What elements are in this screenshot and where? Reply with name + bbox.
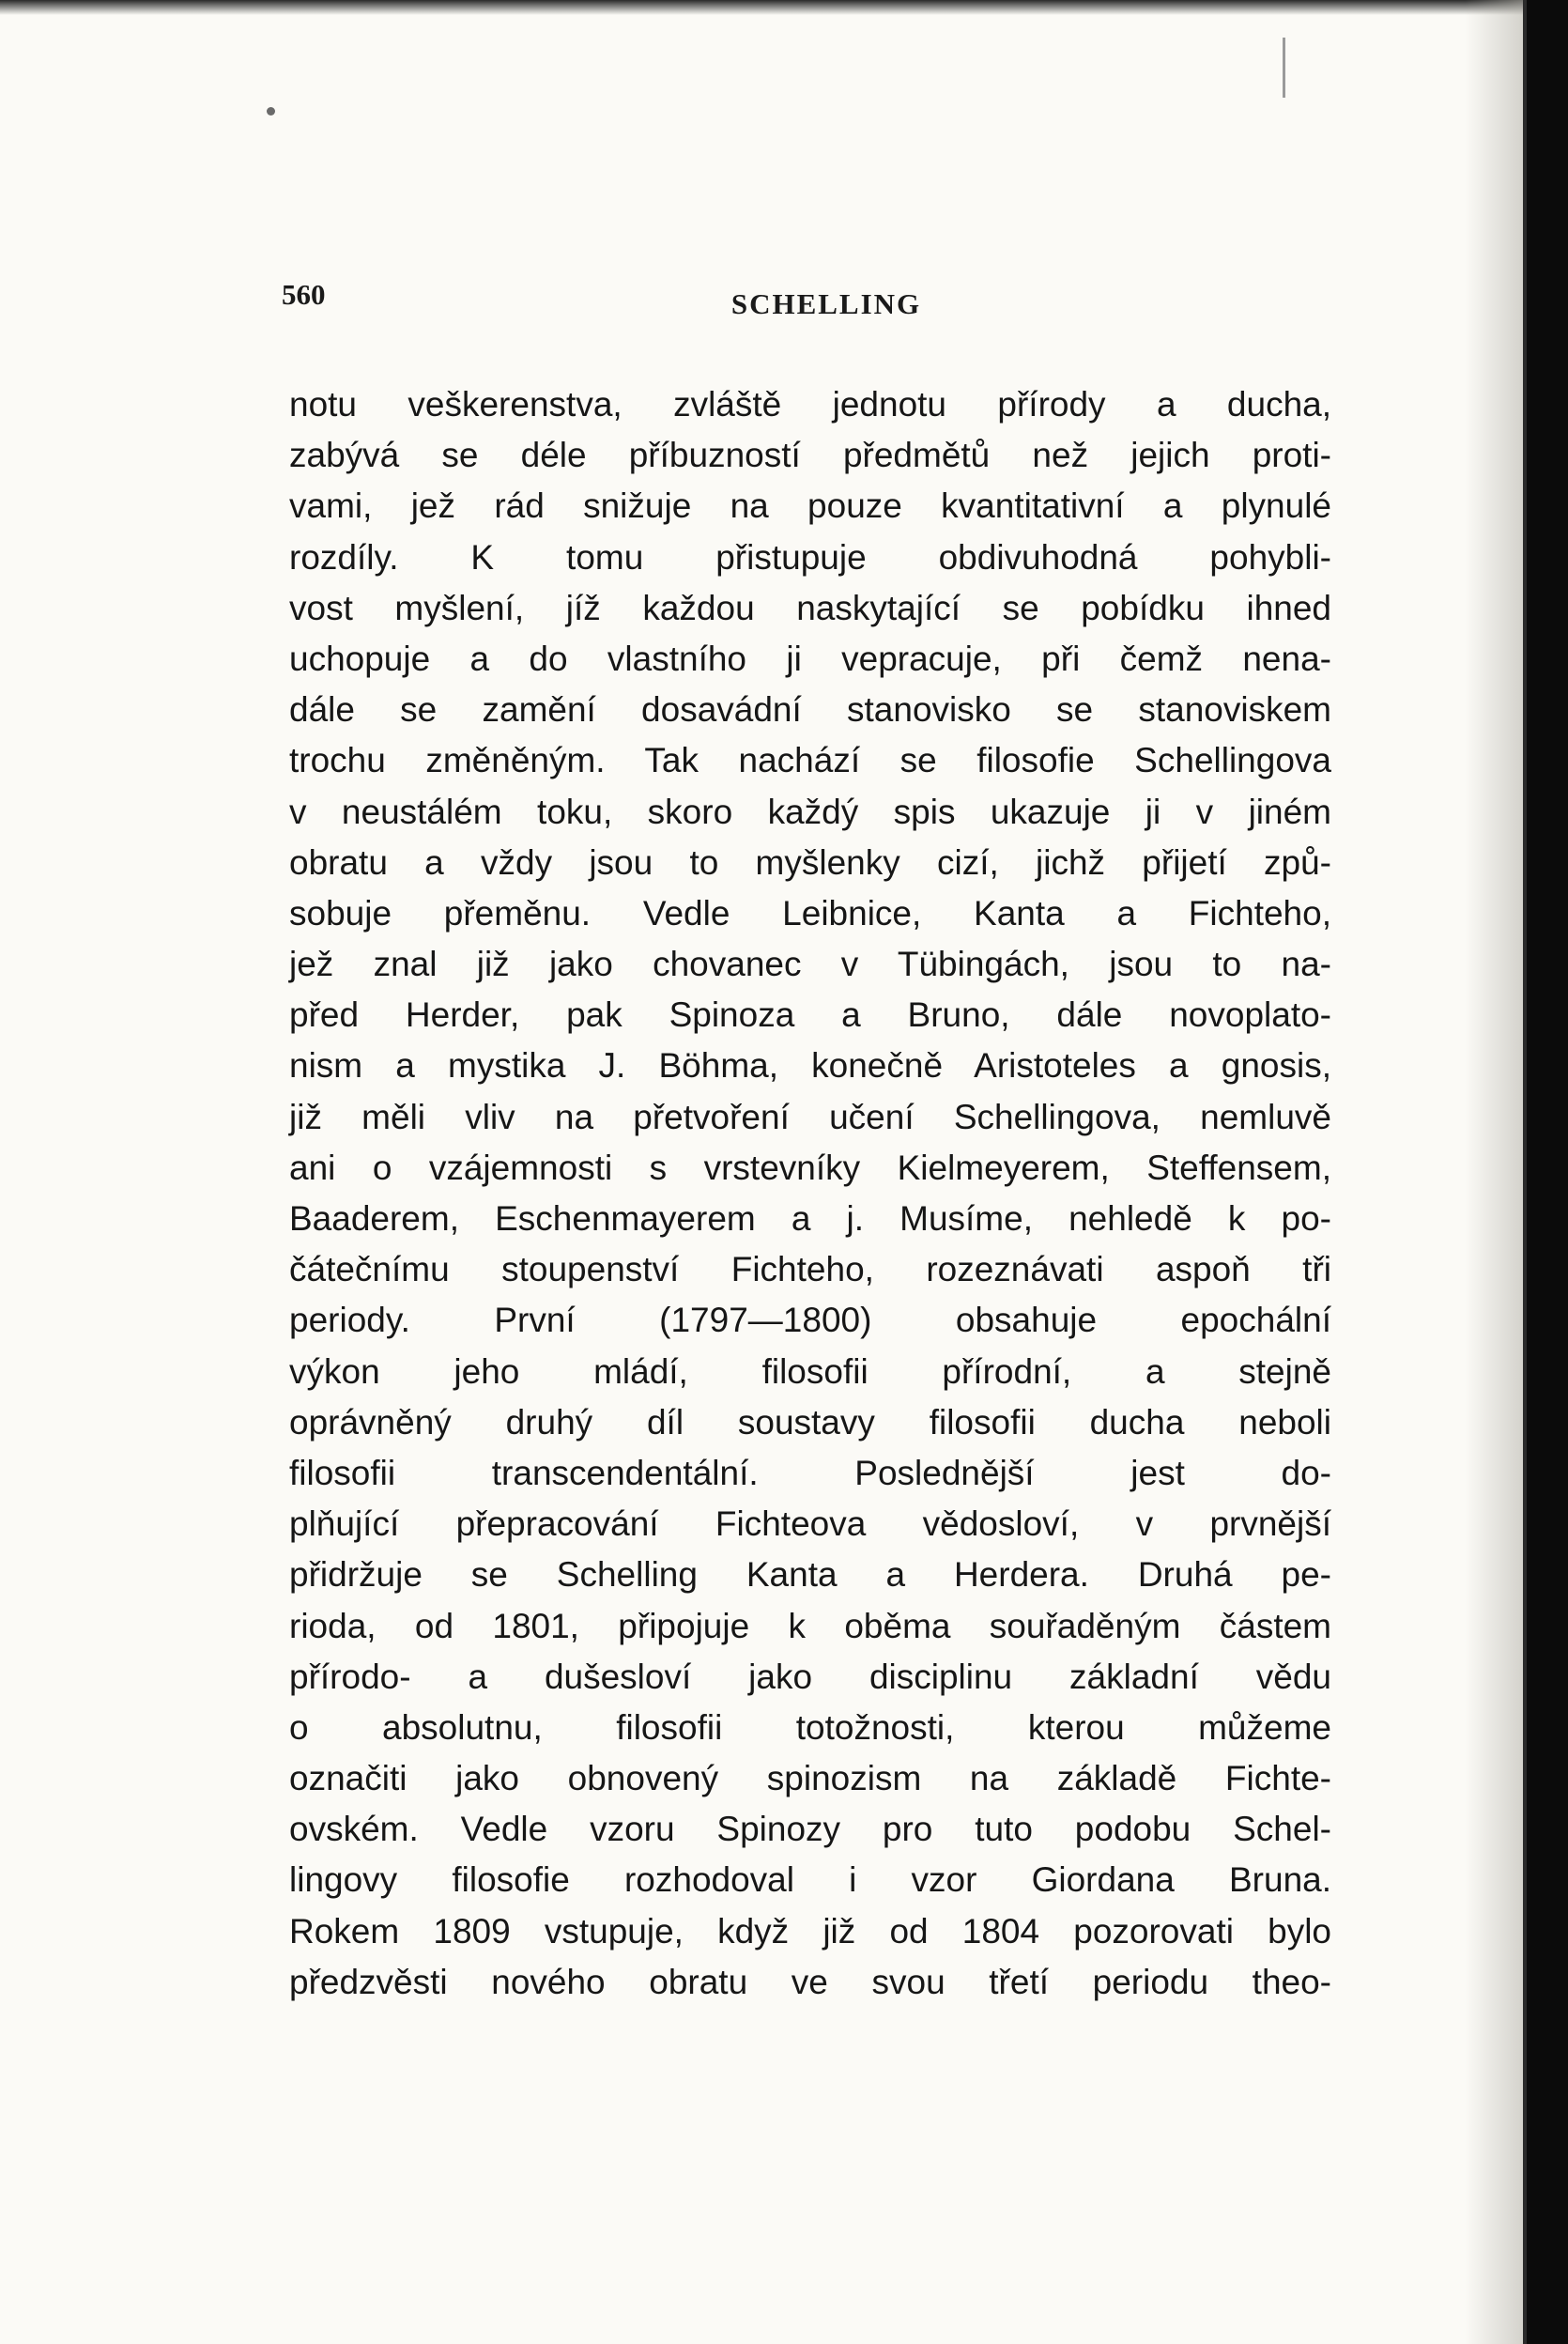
text-line: Baaderem, Eschenmayerem a j. Musíme, nehledě k po-: [289, 1199, 1331, 1238]
text-line: oprávněný druhý díl soustavy filosofii ducha neboli: [289, 1402, 1331, 1442]
text-line: přidržuje se Schelling Kanta a Herdera. Druhá pe-: [289, 1555, 1331, 1595]
text-line: dále se zamění dosavádní stanovisko se stanoviskem: [289, 690, 1331, 730]
page-number: 560: [282, 278, 326, 311]
page-top-edge: [0, 0, 1523, 15]
text-line: sobuje přeměnu. Vedle Leibnice, Kanta a Fichteho,: [289, 893, 1331, 933]
text-line: již měli vliv na přetvoření učení Schellingova, nemluvě: [289, 1097, 1331, 1136]
text-line: Rokem 1809 vstupuje, když již od 1804 pozorovati bylo: [289, 1911, 1331, 1951]
text-line: přírodo- a dušesloví jako disciplinu základní vědu: [289, 1657, 1331, 1696]
text-line: před Herder, pak Spinoza a Bruno, dále novoplato-: [289, 995, 1331, 1035]
text-line: obratu a vždy jsou to myšlenky cizí, jichž přijetí způ-: [289, 842, 1331, 882]
text-line: filosofii transcendentální. Poslednější jest do-: [289, 1453, 1331, 1492]
text-line: notu veškerenstva, zvláště jednotu přírody a ducha,: [289, 385, 1331, 424]
text-line: v neustálém toku, skoro každý spis ukazuje ji v jiném: [289, 792, 1331, 831]
scan-speck: [267, 107, 275, 116]
page-edge-line: [1523, 0, 1527, 2344]
page-header: [0, 278, 1523, 334]
text-line: nism a mystika J. Böhma, konečně Aristoteles a gnosis,: [289, 1046, 1331, 1086]
text-line: vost myšlení, jíž každou naskytající se pobídku ihned: [289, 588, 1331, 627]
scan-mark: [1283, 38, 1285, 98]
text-line: trochu změněným. Tak nachází se filosofie Schellingova: [289, 741, 1331, 780]
text-line: ani o vzájemnosti s vrstevníky Kielmeyerem, Steffensem,: [289, 1148, 1331, 1187]
text-line: označiti jako obnovený spinozism na základě Fichte-: [289, 1759, 1331, 1798]
text-line: periody. První (1797—1800) obsahuje epochální: [289, 1301, 1331, 1340]
text-line: předzvěsti nového obratu ve svou třetí periodu theo-: [289, 1962, 1331, 2001]
text-line: ovském. Vedle vzoru Spinozy pro tuto podobu Schel-: [289, 1810, 1331, 1849]
text-line: o absolutnu, filosofii totožnosti, kterou můžeme: [289, 1707, 1331, 1747]
text-line: čátečnímu stoupenství Fichteho, rozeznávati aspoň tři: [289, 1250, 1331, 1289]
text-line: uchopuje a do vlastního ji vepracuje, při čemž nena-: [289, 639, 1331, 678]
body-text: [289, 379, 1331, 2008]
text-line: vami, jež rád snižuje na pouze kvantitativní a plynulé: [289, 486, 1331, 526]
text-line: rozdíly. K tomu přistupuje obdivuhodná pohybli-: [289, 537, 1331, 577]
text-line: plňující přepracování Fichteova vědosloví, v prvnější: [289, 1504, 1331, 1544]
page-fold-shadow: [1465, 0, 1523, 2344]
text-line: rioda, od 1801, připojuje k oběma souřaděným částem: [289, 1606, 1331, 1645]
text-line: zabývá se déle příbuzností předmětů než jejich proti-: [289, 436, 1331, 475]
text-line: jež znal již jako chovanec v Tübingách, jsou to na-: [289, 945, 1331, 984]
text-line: výkon jeho mládí, filosofii přírodní, a stejně: [289, 1351, 1331, 1391]
running-head: SCHELLING: [730, 287, 922, 320]
text-line: lingovy filosofie rozhodoval i vzor Giordana Bruna.: [289, 1860, 1331, 1900]
